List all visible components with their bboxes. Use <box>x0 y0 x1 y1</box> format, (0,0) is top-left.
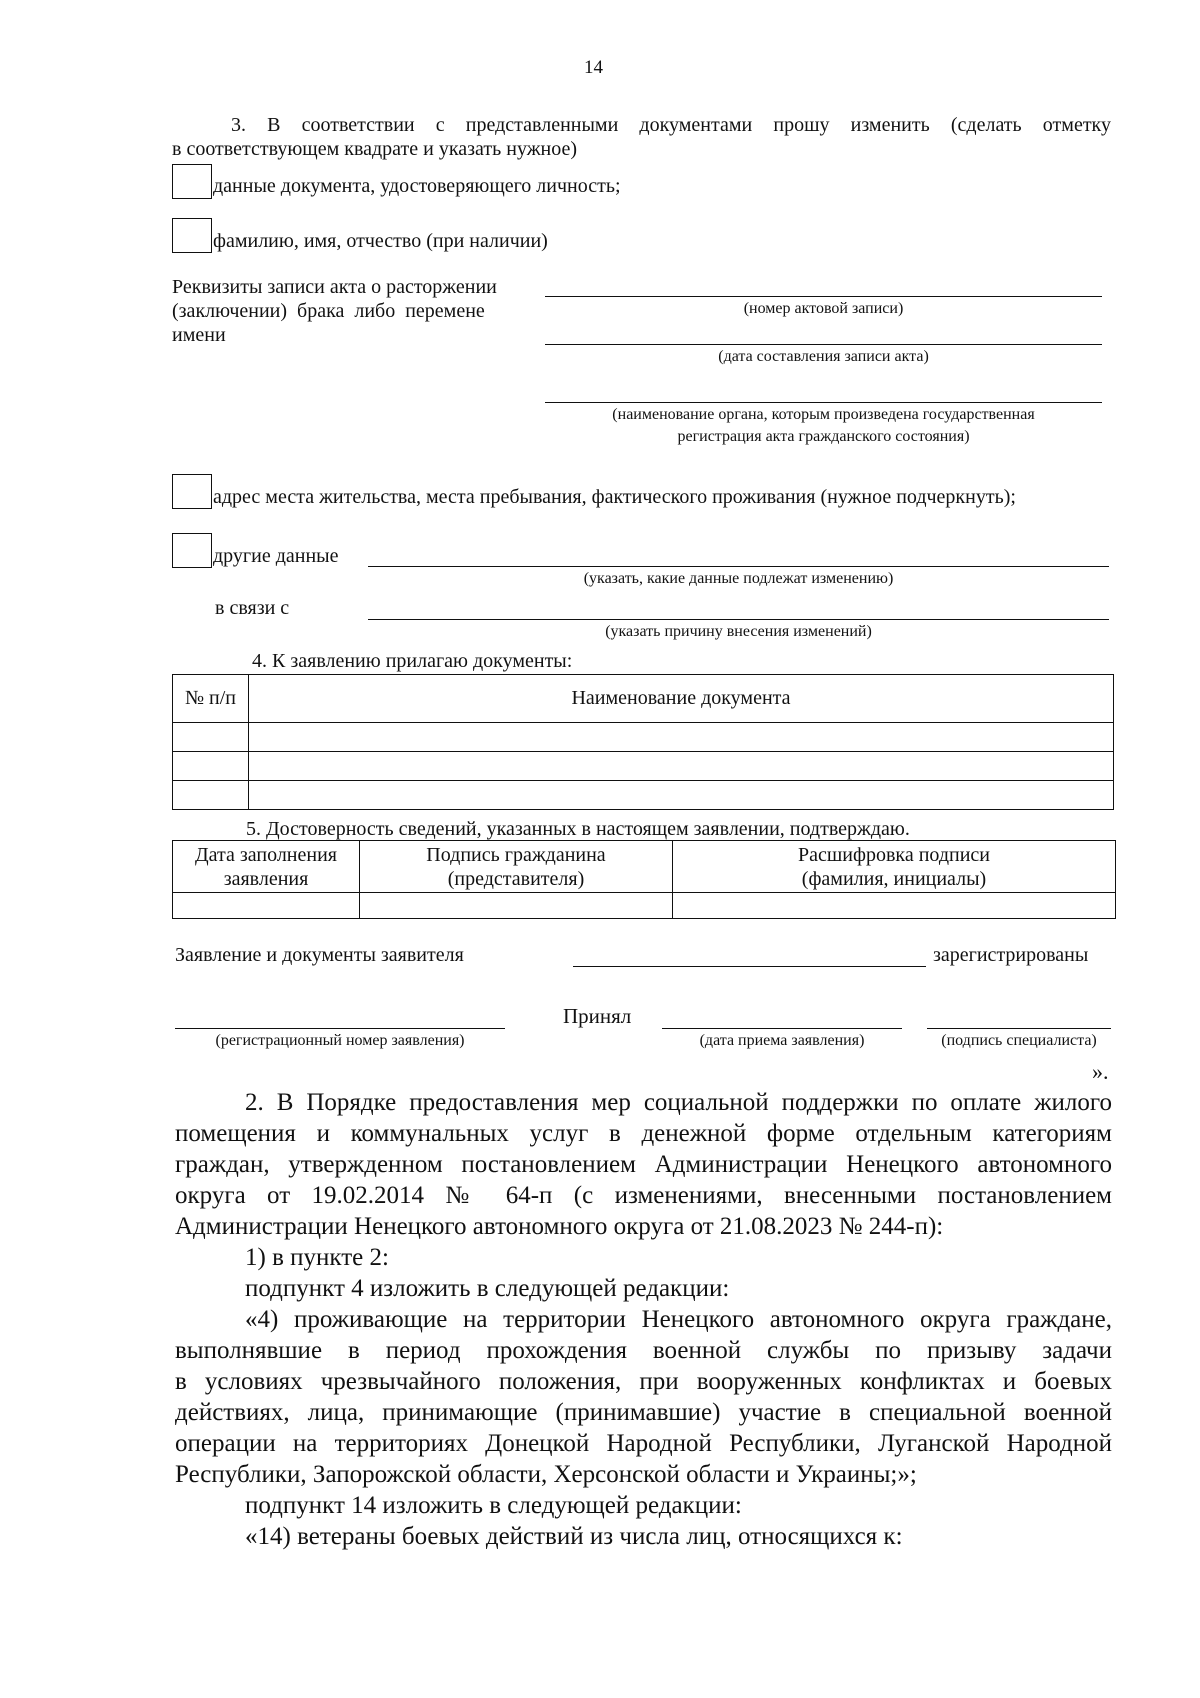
authority-line[interactable] <box>545 402 1102 403</box>
q4-line6: Республики, Запорожской области, Херсонской области и Украины;»; <box>175 1461 917 1488</box>
specialist-signature-caption: (подпись специалиста) <box>941 1032 1097 1049</box>
signature-header <box>360 841 673 893</box>
record-number-caption: (номер актовой записи) <box>743 300 904 317</box>
accepted-label: Принял <box>563 1004 632 1028</box>
q14-line1: «14) ветераны боевых действий из числа лиц, относящихся к: <box>245 1523 903 1550</box>
sub-item-1: 1) в пункте 2: <box>245 1244 389 1271</box>
signature-cell[interactable] <box>360 893 673 919</box>
closing-quote: ». <box>1092 1059 1109 1084</box>
authority-caption-line1: (наименование органа, которым произведена государственная <box>612 406 1035 423</box>
requisites-label-line3: имени <box>172 324 226 346</box>
option-name-label: фамилию, имя, отчество (при наличии) <box>213 230 548 252</box>
q4-line4: действиях, лица, принимающие (принимавшие) участие в специальной военной <box>175 1399 1112 1426</box>
requisites-label-line1: Реквизиты записи акта о расторжении <box>172 276 497 298</box>
sub-item-subpoint4: подпункт 4 изложить в следующей редакции: <box>245 1275 730 1302</box>
table-cell[interactable] <box>249 752 1114 781</box>
specialist-signature-line[interactable] <box>927 1028 1111 1029</box>
p2-line5: Администрации Ненецкого автономного округа от 21.08.2023 № 244-п): <box>175 1213 944 1240</box>
other-data-caption: (указать, какие данные подлежат изменению) <box>583 570 894 587</box>
page-number: 14 <box>584 57 603 78</box>
fill-date-header <box>173 841 360 893</box>
p2-line3: граждан, утвержденном постановлением Администрации Ненецкого автономного <box>175 1151 1112 1178</box>
signature-header-line2: (представителя) <box>447 867 585 890</box>
p2-line4: округа от 19.02.2014 № 64-п (с изменениями, внесенными постановлением <box>175 1182 1112 1209</box>
fill-date-cell[interactable] <box>173 893 360 919</box>
col-number-header: № п/п <box>173 675 249 723</box>
reg-number-line[interactable] <box>175 1028 505 1029</box>
due-to-label: в связи с <box>215 597 290 619</box>
documents-table <box>172 674 1114 810</box>
col-document-name-header: Наименование документа <box>249 675 1114 723</box>
table-cell[interactable] <box>173 723 249 752</box>
other-data-line[interactable] <box>368 566 1109 567</box>
confirmation-input-row <box>173 893 1116 919</box>
checkbox-other[interactable] <box>172 533 212 568</box>
signature-decoding-header-line2: (фамилия, инициалы) <box>801 867 987 890</box>
option-identity-document-label: данные документа, удостоверяющего личность; <box>213 175 621 197</box>
signature-header-line1: Подпись гражданина <box>426 843 606 866</box>
q4-line3: в условиях чрезвычайного положения, при вооруженных конфликтах и боевых <box>175 1368 1112 1395</box>
signature-decoding-header <box>673 841 1116 893</box>
item3-intro-line1: 3. В соответствии с представленными документами прошу изменить (сделать отметку <box>231 114 1111 136</box>
q4-line1: «4) проживающие на территории Ненецкого автономного округа граждане, <box>245 1306 1112 1333</box>
reg-number-caption: (регистрационный номер заявления) <box>215 1032 465 1049</box>
accept-date-line[interactable] <box>662 1028 902 1029</box>
table-row <box>173 781 1114 810</box>
record-number-line[interactable] <box>545 296 1102 297</box>
item4-heading: 4. К заявлению прилагаю документы: <box>252 650 573 672</box>
registration-label: Заявление и документы заявителя <box>175 944 464 966</box>
table-row <box>173 752 1114 781</box>
table-row <box>173 723 1114 752</box>
reason-caption: (указать причину внесения изменений) <box>605 623 872 640</box>
reason-line[interactable] <box>368 619 1109 620</box>
fill-date-header-line1: Дата заполнения <box>195 843 337 866</box>
registered-label: зарегистрированы <box>933 944 1089 966</box>
authority-caption-line2: регистрация акта гражданского состояния) <box>677 428 970 445</box>
requisites-label-line2: (заключении) брака либо перемене <box>172 300 485 322</box>
table-header-row <box>173 675 1114 723</box>
confirmation-table <box>172 840 1116 919</box>
checkbox-identity-document[interactable] <box>172 164 212 199</box>
accept-date-caption: (дата приема заявления) <box>699 1032 865 1049</box>
sub-item-subpoint14: подпункт 14 изложить в следующей редакции: <box>245 1492 742 1519</box>
signature-decoding-cell[interactable] <box>673 893 1116 919</box>
checkbox-address[interactable] <box>172 474 212 509</box>
confirmation-header-row <box>173 841 1116 893</box>
checkbox-name[interactable] <box>172 218 212 253</box>
table-cell[interactable] <box>249 781 1114 810</box>
fill-date-header-line2: заявления <box>223 867 309 890</box>
p2-line1: 2. В Порядке предоставления мер социальной поддержки по оплате жилого <box>245 1089 1112 1116</box>
table-cell[interactable] <box>173 781 249 810</box>
option-address-label: адрес места жительства, места пребывания, фактического проживания (нужное подчеркнуть); <box>213 486 1016 508</box>
item3-intro-line2: в соответствующем квадрате и указать нужное) <box>172 138 578 160</box>
table-cell[interactable] <box>249 723 1114 752</box>
registration-line[interactable] <box>573 966 926 967</box>
table-cell[interactable] <box>173 752 249 781</box>
record-date-caption: (дата составления записи акта) <box>718 348 929 365</box>
q4-line5: операции на территориях Донецкой Народной Республики, Луганской Народной <box>175 1430 1112 1457</box>
q4-line2: выполнявшие в период прохождения военной службы по призыву задачи <box>175 1337 1112 1364</box>
p2-line2: помещения и коммунальных услуг в денежной форме отдельным категориям <box>175 1120 1112 1147</box>
option-other-label: другие данные <box>213 545 339 567</box>
item5-heading: 5. Достоверность сведений, указанных в настоящем заявлении, подтверждаю. <box>246 818 910 840</box>
signature-decoding-header-line1: Расшифровка подписи <box>798 843 990 866</box>
record-date-line[interactable] <box>545 344 1102 345</box>
